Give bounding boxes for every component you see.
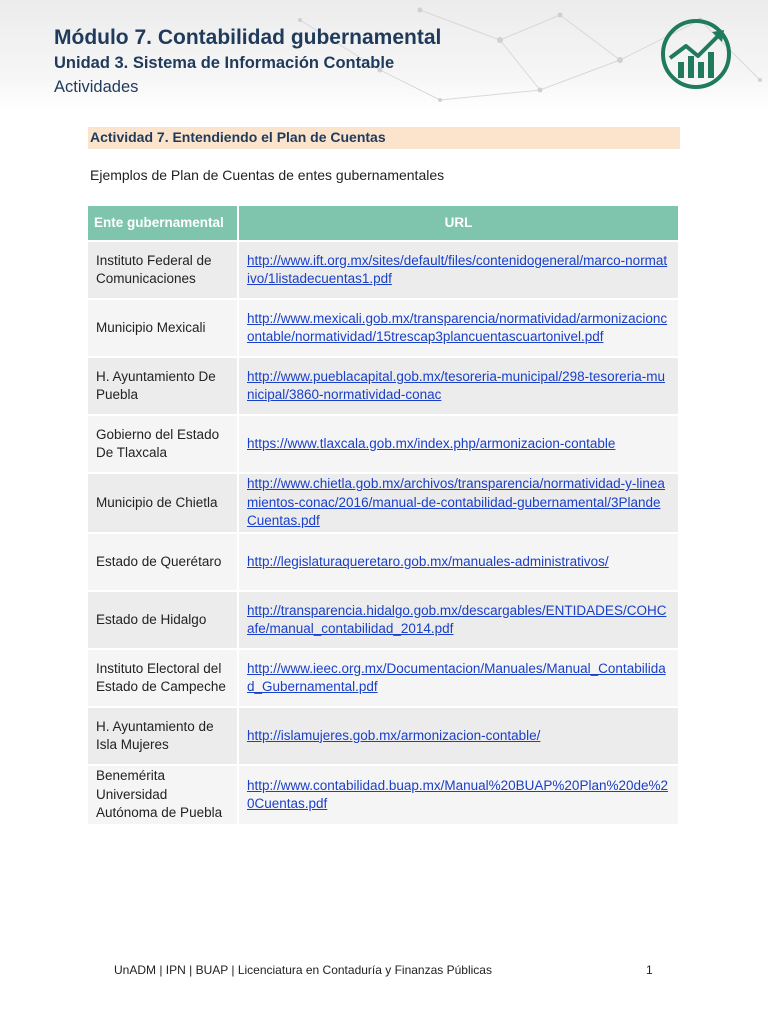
table-row [88, 707, 678, 765]
entity-cell: H. Ayuntamiento de Isla Mujeres [88, 707, 238, 765]
entity-cell: Instituto Federal de Comunicaciones [88, 241, 238, 299]
table-row [88, 241, 678, 299]
table-row [88, 357, 678, 415]
table-header-row [88, 206, 678, 241]
url-link[interactable]: http://www.mexicali.gob.mx/transparencia/normatividad/armonizacioncontable/normatividad/15trescap3plancuentascuartonivel.pdf [247, 310, 668, 344]
url-link[interactable]: http://transparencia.hidalgo.gob.mx/descargables/ENTIDADES/COHCafe/manual_contabilidad_2014.pdf [247, 602, 667, 636]
column-header-entity: Ente gubernamental [88, 206, 238, 241]
activity-title: Actividad 7. Entendiendo el Plan de Cuentas [90, 129, 386, 145]
section-label: Actividades [54, 78, 139, 96]
url-link[interactable]: http://islamujeres.gob.mx/armonizacion-contable/ [247, 727, 541, 743]
table-row [88, 299, 678, 357]
accounts-plan-table [88, 206, 678, 824]
entity-cell: H. Ayuntamiento De Puebla [88, 357, 238, 415]
unit-title: Unidad 3. Sistema de Información Contable [54, 54, 395, 72]
page-number: 1 [646, 963, 653, 977]
table-row [88, 533, 678, 591]
url-link[interactable]: http://www.chietla.gob.mx/archivos/transparencia/normatividad-y-lineamientos-conac/2016/manual-de-contabilidad-gubernamental/3PlandeCuentas.pdf [247, 476, 665, 529]
growth-chart-logo-icon [660, 18, 732, 90]
url-link[interactable]: http://legislaturaqueretaro.gob.mx/manuales-administrativos/ [247, 553, 609, 569]
table-row [88, 415, 678, 473]
entity-cell: Estado de Hidalgo [88, 591, 238, 649]
column-header-url: URL [238, 206, 678, 241]
entity-cell: Municipio de Chietla [88, 473, 238, 533]
entity-cell: Benemérita Universidad Autónoma de Puebla [88, 765, 238, 824]
entity-cell: Municipio Mexicali [88, 299, 238, 357]
url-link[interactable]: http://www.pueblacapital.gob.mx/tesoreria-municipal/298-tesoreria-municipal/3860-normatividad-conac [247, 368, 665, 402]
url-link[interactable]: http://www.ieec.org.mx/Documentacion/Manuales/Manual_Contabilidad_Gubernamental.pdf [247, 660, 666, 694]
url-link[interactable]: http://www.ift.org.mx/sites/default/files/contenidogeneral/marco-normativo/1listadecuentas1.pdf [247, 252, 668, 286]
module-title: Módulo 7. Contabilidad gubernamental [54, 26, 442, 49]
table-row [88, 765, 678, 824]
url-link[interactable]: http://www.contabilidad.buap.mx/Manual%20BUAP%20Plan%20de%20Cuentas.pdf [247, 777, 669, 811]
intro-text: Ejemplos de Plan de Cuentas de entes gubernamentales [90, 167, 445, 183]
table-row [88, 473, 678, 533]
footer-text: UnADM | IPN | BUAP | Licenciatura en Contaduría y Finanzas Públicas [114, 963, 492, 977]
entity-cell: Estado de Querétaro [88, 533, 238, 591]
table-row [88, 649, 678, 707]
url-link[interactable]: https://www.tlaxcala.gob.mx/index.php/armonizacion-contable [247, 435, 616, 451]
entity-cell: Instituto Electoral del Estado de Campeche [88, 649, 238, 707]
table-row [88, 591, 678, 649]
entity-cell: Gobierno del Estado De Tlaxcala [88, 415, 238, 473]
